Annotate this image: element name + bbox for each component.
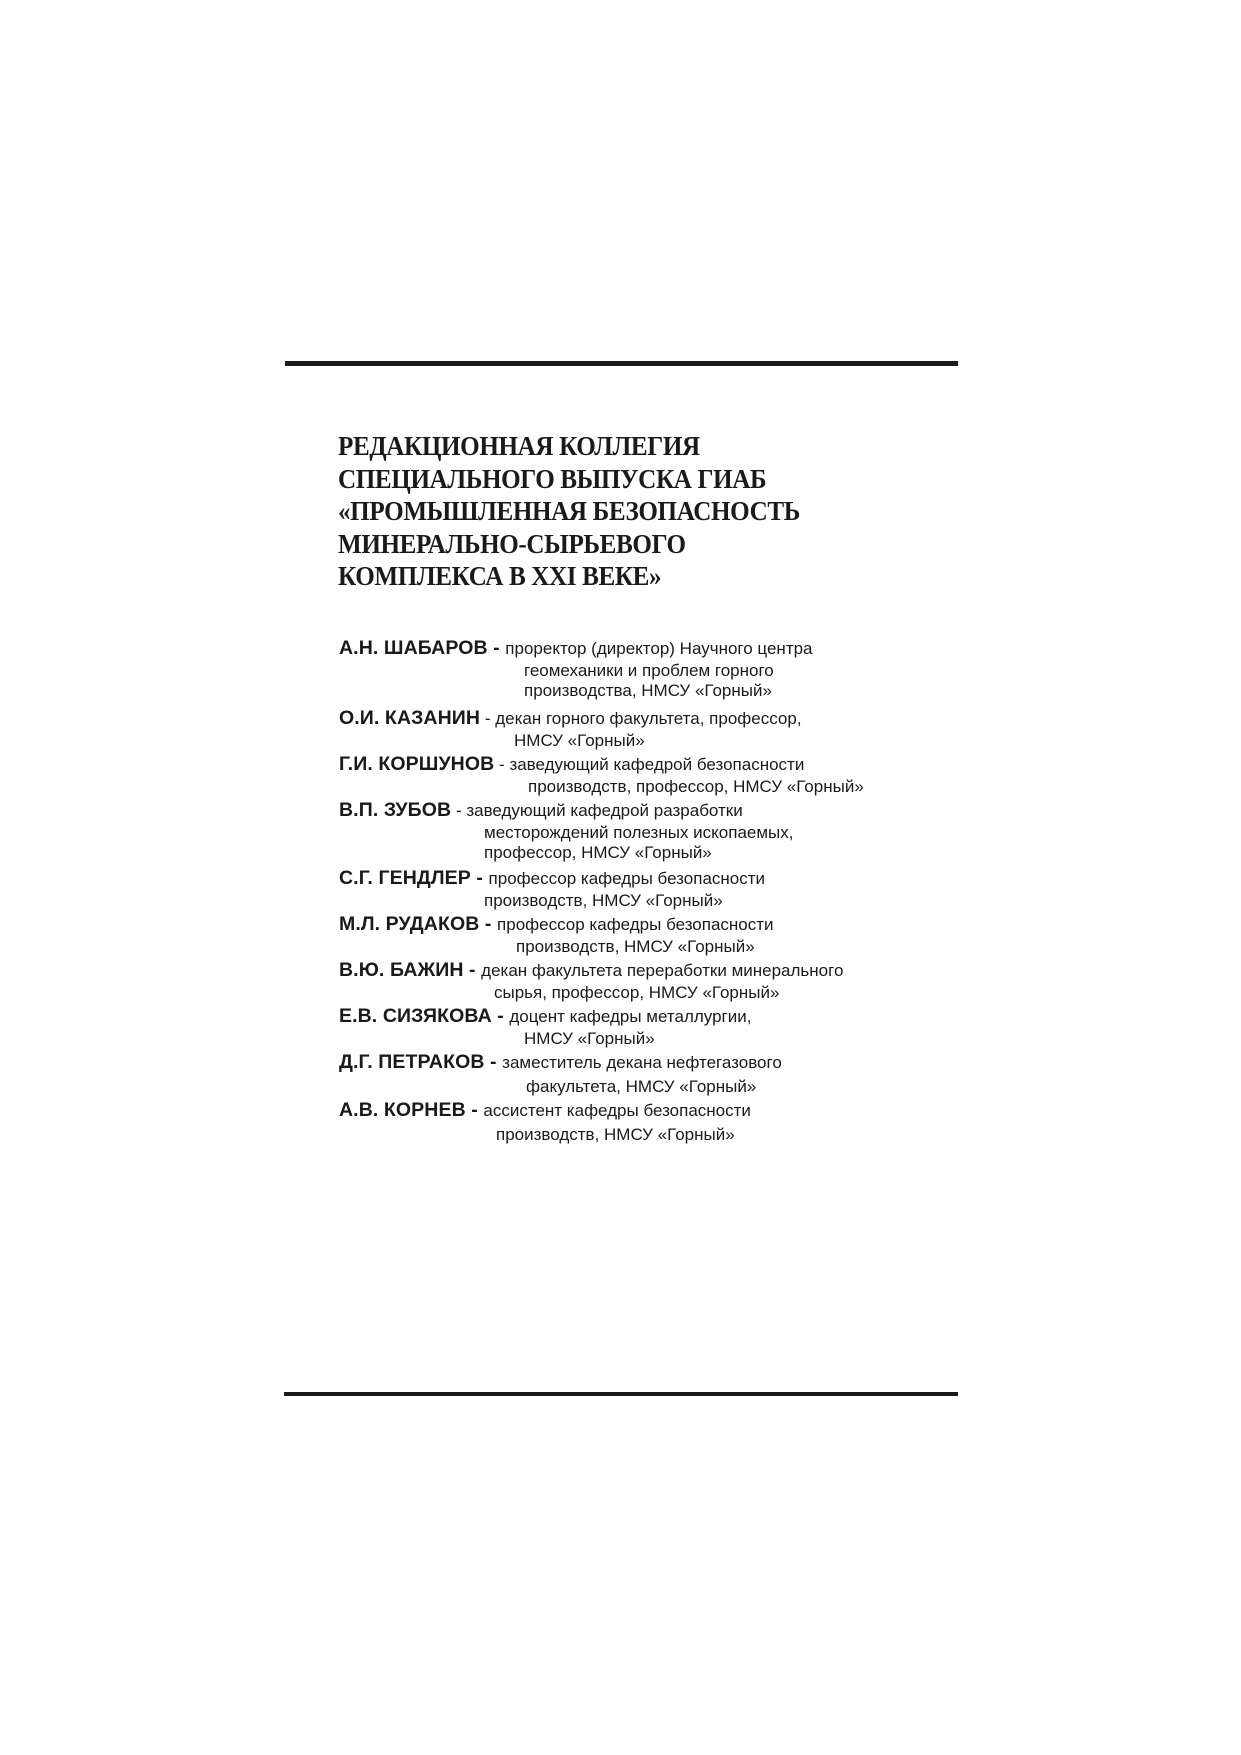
member-entry — [339, 799, 939, 865]
title-line: «ПРОМЫШЛЕННАЯ БЕЗОПАСНОСТЬ — [338, 496, 800, 526]
member-entry — [339, 753, 939, 797]
member-name: В.П. ЗУБОВ — [339, 799, 452, 821]
member-entry — [339, 959, 939, 1003]
member-dash: - — [470, 867, 489, 889]
member-name: О.И. КАЗАНИН — [339, 707, 481, 729]
editorial-board-list — [339, 637, 939, 1145]
member-name: С.Г. ГЕНДЛЕР — [339, 867, 471, 889]
member-entry — [339, 1051, 939, 1097]
member-entry — [339, 913, 939, 957]
member-role: производств, профессор, НМСУ «Горный» — [528, 777, 864, 796]
title-line: СПЕЦИАЛЬНОГО ВЫПУСКА ГИАБ — [338, 463, 767, 494]
member-name: Г.И. КОРШУНОВ — [339, 753, 495, 775]
member-name: А.В. КОРНЕВ — [339, 1099, 466, 1121]
member-entry — [339, 707, 939, 751]
member-entry — [339, 1099, 939, 1145]
top-rule — [285, 361, 958, 366]
member-dash: - — [494, 755, 510, 774]
member-entry — [339, 867, 939, 911]
member-role: факультета, НМСУ «Горный» — [526, 1077, 757, 1096]
member-role: профессор кафедры безопасности — [497, 915, 774, 934]
member-name: Е.В. СИЗЯКОВА — [339, 1005, 492, 1027]
member-role: заведующий кафедрой безопасности — [509, 755, 805, 774]
member-role: геомеханики и проблем горного — [524, 661, 774, 680]
member-role: заведующий кафедрой разработки — [466, 801, 743, 820]
member-role: НМСУ «Горный» — [514, 731, 645, 750]
member-role: профессор кафедры безопасности — [488, 869, 766, 888]
member-name: М.Л. РУДАКОВ — [339, 913, 480, 935]
member-role: проректор (директор) Научного центра — [505, 639, 813, 658]
member-entry — [339, 1005, 939, 1049]
member-dash: - — [480, 709, 496, 728]
member-role: декан горного факультета, профессор, — [495, 709, 802, 728]
title-line: РЕДАКЦИОННАЯ КОЛЛЕГИЯ — [338, 431, 700, 461]
member-role: сырья, профессор, НМСУ «Горный» — [494, 983, 780, 1002]
member-role: ассистент кафедры безопасности — [483, 1101, 751, 1120]
member-entry — [339, 637, 939, 705]
member-dash: - — [479, 913, 498, 935]
title-line: МИНЕРАЛЬНО-СЫРЬЕВОГО — [338, 528, 686, 559]
member-name: В.Ю. БАЖИН — [339, 959, 464, 981]
member-dash: - — [487, 637, 506, 659]
member-dash: - — [491, 1005, 510, 1027]
member-role: месторождений полезных ископаемых, — [484, 823, 794, 842]
title-line: КОМПЛЕКСА В XXI ВЕКЕ» — [338, 561, 662, 591]
member-role: производств, НМСУ «Горный» — [496, 1125, 735, 1144]
bottom-rule — [284, 1392, 958, 1396]
member-role: декан факультета переработки минерального — [481, 961, 844, 980]
member-role: доцент кафедры металлургии, — [509, 1007, 752, 1026]
page-title — [338, 430, 800, 593]
member-role: НМСУ «Горный» — [524, 1029, 655, 1048]
member-dash: - — [465, 1099, 484, 1121]
member-role: производств, НМСУ «Горный» — [516, 937, 755, 956]
member-name: А.Н. ШАБАРОВ — [339, 637, 488, 659]
member-role: заместитель декана нефтегазового — [502, 1053, 782, 1072]
member-role: производств, НМСУ «Горный» — [484, 891, 723, 910]
member-dash: - — [463, 959, 482, 981]
member-role: профессор, НМСУ «Горный» — [484, 843, 712, 862]
member-dash: - — [451, 801, 467, 820]
member-name: Д.Г. ПЕТРАКОВ — [339, 1051, 485, 1073]
member-role: производства, НМСУ «Горный» — [524, 681, 772, 700]
member-dash: - — [484, 1051, 503, 1073]
